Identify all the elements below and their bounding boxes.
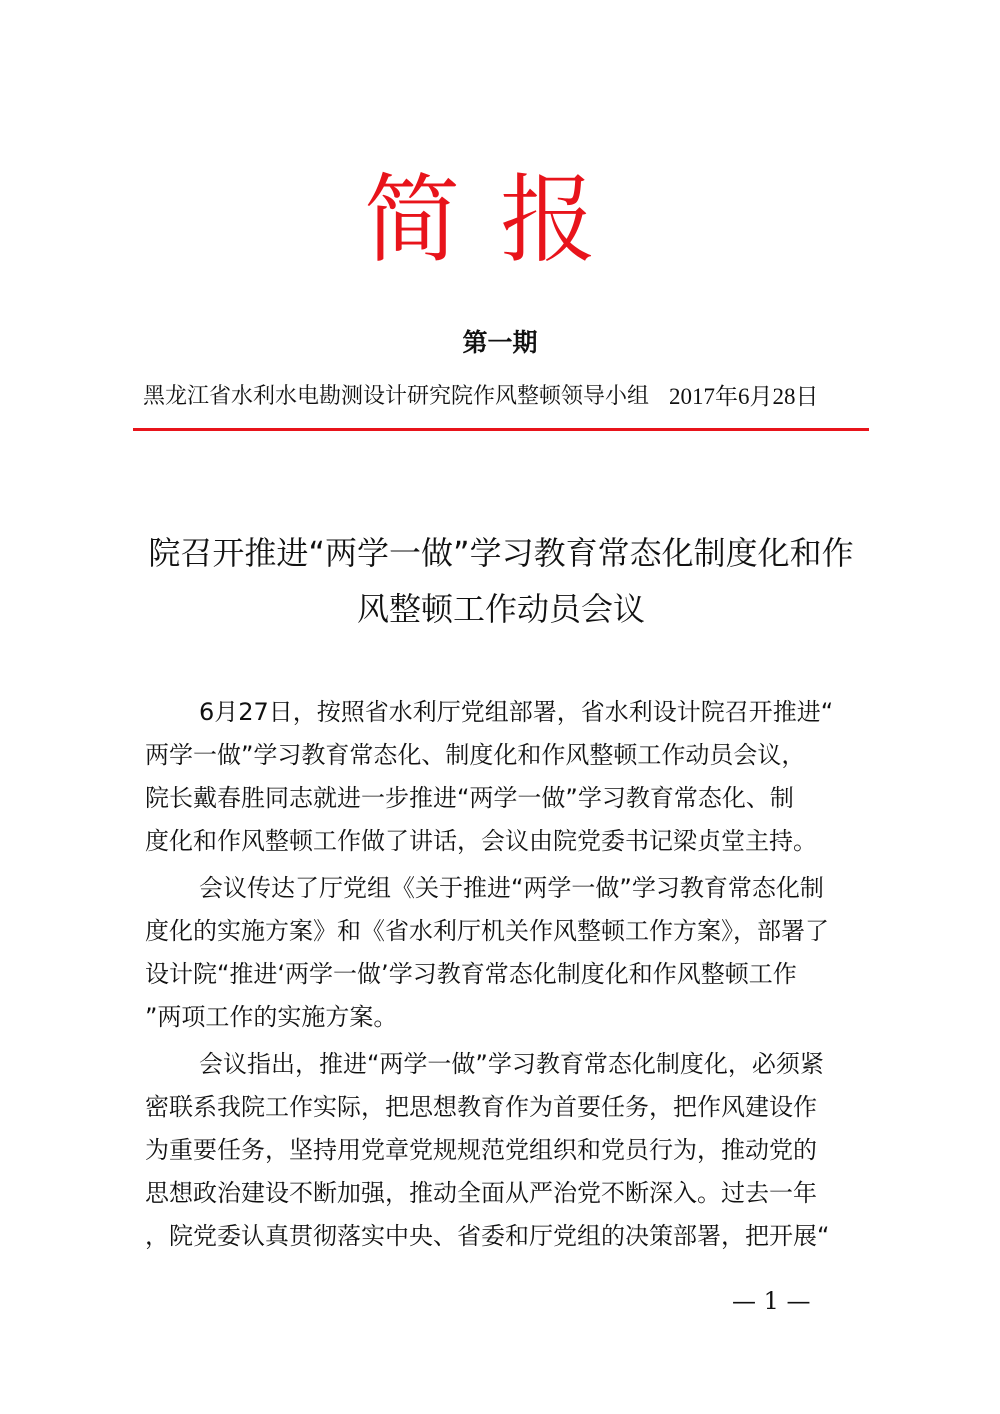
- header-divider: [133, 428, 869, 431]
- paragraph: [145, 867, 875, 1039]
- masthead-title: 简报: [364, 164, 636, 276]
- paragraph-line: 两学一做”学习教育常态化、制度化和作风整顿工作动员会议，: [145, 741, 806, 769]
- paragraph-line: 度化和作风整顿工作做了讲话，会议由院党委书记梁贞堂主持。: [145, 827, 817, 855]
- article-title-line: 院召开推进“两学一做”学习教育常态化制度化和作: [148, 534, 854, 572]
- paragraph-line: 为重要任务，坚持用党章党规规范党组织和党员行为，推动党的: [145, 1136, 817, 1164]
- paragraph-line: 度化的实施方案》和《省水利厅机关作风整顿工作方案》，部署了: [145, 917, 829, 945]
- paragraph: [145, 1043, 875, 1258]
- paragraph-line: 院长戴春胜同志就进一步推进“两学一做”学习教育常态化、制: [145, 784, 794, 812]
- paragraph: [145, 691, 875, 863]
- publication-meta: [143, 380, 863, 414]
- paragraph-line: 会议传达了厅党组《关于推进“两学一做”学习教育常态化制: [199, 874, 824, 902]
- paragraph-line: 会议指出，推进“两学一做”学习教育常态化制度化，必须紧: [199, 1050, 824, 1078]
- article-body: [145, 691, 875, 1258]
- paragraph-line: 密联系我院工作实际，把思想教育作为首要任务，把作风建设作: [145, 1093, 817, 1121]
- paragraph-line: 6月27日，按照省水利厅党组部署，省水利设计院召开推进“: [199, 698, 834, 726]
- publication-date: 2017年6月28日: [669, 384, 819, 409]
- paragraph-line: 设计院“推进‘两学一做’学习教育常态化制度化和作风整顿工作: [145, 960, 797, 988]
- paragraph-line: ”两项工作的实施方案。: [145, 1003, 398, 1031]
- page-number: — 1 —: [732, 1287, 811, 1315]
- paragraph-line: ，院党委认真贯彻落实中央、省委和厅党组的决策部署，把开展“: [145, 1222, 830, 1250]
- paragraph-line: 思想政治建设不断加强，推动全面从严治党不断深入。过去一年: [145, 1179, 817, 1207]
- article-title: [133, 525, 869, 637]
- article-title-line: 风整顿工作动员会议: [356, 590, 645, 628]
- issuing-organization: 黑龙江省水利水电勘测设计研究院作风整顿领导小组: [143, 384, 650, 409]
- issue-number: 第一期: [462, 328, 538, 357]
